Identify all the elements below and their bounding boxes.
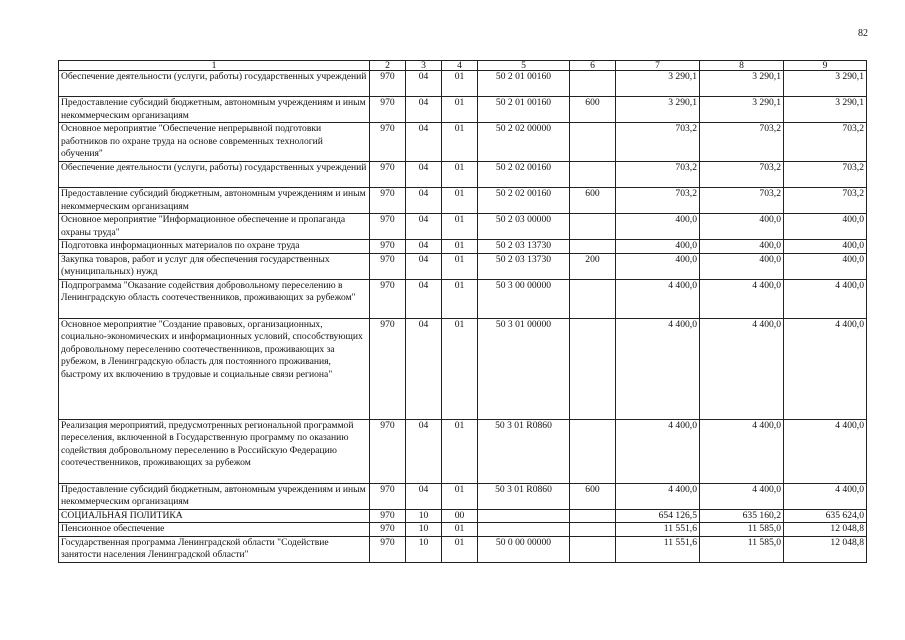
row-expense-type <box>570 523 616 537</box>
row-name: СОЦИАЛЬНАЯ ПОЛИТИКА <box>59 509 370 523</box>
row-section-code: 10 <box>406 536 442 562</box>
table-row <box>59 536 867 562</box>
row-amount-col9: 400,0 <box>784 240 867 254</box>
row-target-article <box>478 523 570 537</box>
row-expense-type <box>570 318 616 419</box>
row-section-code: 10 <box>406 509 442 523</box>
row-amount-col7: 703,2 <box>616 123 700 162</box>
header-cell: 6 <box>570 61 616 71</box>
row-amount-col8: 3 290,1 <box>700 97 784 123</box>
row-target-article: 50 2 01 00160 <box>478 71 570 97</box>
row-subsection-code: 01 <box>442 253 478 279</box>
row-amount-col9: 703,2 <box>784 123 867 162</box>
row-expense-type <box>570 509 616 523</box>
row-section-code: 04 <box>406 419 442 483</box>
table-row <box>59 483 867 509</box>
row-target-article: 50 2 02 00160 <box>478 188 570 214</box>
row-grbs-code: 970 <box>370 97 406 123</box>
row-target-article: 50 3 01 00000 <box>478 318 570 419</box>
row-name: Закупка товаров, работ и услуг для обеспечения государственных (муниципальных) нужд <box>59 253 370 279</box>
row-subsection-code: 01 <box>442 318 478 419</box>
row-amount-col8: 4 400,0 <box>700 483 784 509</box>
table-row <box>59 253 867 279</box>
row-section-code: 04 <box>406 318 442 419</box>
row-subsection-code: 00 <box>442 509 478 523</box>
header-cell: 2 <box>370 61 406 71</box>
row-target-article: 50 3 01 R0860 <box>478 483 570 509</box>
row-target-article: 50 2 03 00000 <box>478 214 570 240</box>
table-row <box>59 123 867 162</box>
row-grbs-code: 970 <box>370 253 406 279</box>
row-expense-type <box>570 240 616 254</box>
row-name: Государственная программа Ленинградской области "Содействие занятости населения Ленинградской области" <box>59 536 370 562</box>
row-subsection-code: 01 <box>442 279 478 318</box>
header-cell: 4 <box>442 61 478 71</box>
row-section-code: 04 <box>406 240 442 254</box>
table-row <box>59 188 867 214</box>
row-target-article: 50 3 01 R0860 <box>478 419 570 483</box>
row-expense-type <box>570 536 616 562</box>
row-target-article: 50 3 00 00000 <box>478 279 570 318</box>
row-name: Основное мероприятие "Создание правовых, организационных, социально-экономических и информационных условий, способствующих добровольному переселению соотечественников, проживающих за рубежом, в Ленинградскую область для постоянного проживания, быстрому их включению в трудовые и социальные связи региона" <box>59 318 370 419</box>
row-name: Обеспечение деятельности (услуги, работы) государственных учреждений <box>59 71 370 97</box>
row-amount-col9: 400,0 <box>784 253 867 279</box>
row-subsection-code: 01 <box>442 162 478 188</box>
row-amount-col8: 3 290,1 <box>700 71 784 97</box>
row-amount-col7: 703,2 <box>616 188 700 214</box>
row-section-code: 04 <box>406 123 442 162</box>
table-row <box>59 162 867 188</box>
table-row <box>59 240 867 254</box>
row-amount-col9: 400,0 <box>784 214 867 240</box>
row-section-code: 04 <box>406 188 442 214</box>
row-amount-col7: 400,0 <box>616 214 700 240</box>
row-amount-col8: 4 400,0 <box>700 419 784 483</box>
table-body <box>59 71 867 563</box>
row-expense-type: 600 <box>570 97 616 123</box>
table-row <box>59 279 867 318</box>
row-target-article: 50 2 03 13730 <box>478 253 570 279</box>
row-expense-type <box>570 71 616 97</box>
row-grbs-code: 970 <box>370 523 406 537</box>
row-name: Предоставление субсидий бюджетным, автономным учреждениям и иным некоммерческим организациям <box>59 483 370 509</box>
row-amount-col9: 3 290,1 <box>784 71 867 97</box>
row-section-code: 04 <box>406 279 442 318</box>
row-amount-col8: 4 400,0 <box>700 279 784 318</box>
row-grbs-code: 970 <box>370 214 406 240</box>
row-amount-col9: 4 400,0 <box>784 483 867 509</box>
row-section-code: 04 <box>406 71 442 97</box>
row-amount-col7: 11 551,6 <box>616 523 700 537</box>
row-subsection-code: 01 <box>442 97 478 123</box>
row-name: Основное мероприятие "Обеспечение непрерывной подготовки работников по охране труда на основе современных технологий обучения" <box>59 123 370 162</box>
row-amount-col9: 4 400,0 <box>784 279 867 318</box>
row-section-code: 10 <box>406 523 442 537</box>
row-subsection-code: 01 <box>442 214 478 240</box>
row-grbs-code: 970 <box>370 123 406 162</box>
row-expense-type: 600 <box>570 188 616 214</box>
row-amount-col8: 703,2 <box>700 188 784 214</box>
header-cell: 5 <box>478 61 570 71</box>
row-expense-type <box>570 123 616 162</box>
row-grbs-code: 970 <box>370 279 406 318</box>
row-amount-col8: 703,2 <box>700 162 784 188</box>
row-subsection-code: 01 <box>442 483 478 509</box>
row-name: Подготовка информационных материалов по охране труда <box>59 240 370 254</box>
row-amount-col9: 703,2 <box>784 188 867 214</box>
row-grbs-code: 970 <box>370 240 406 254</box>
row-name: Пенсионное обеспечение <box>59 523 370 537</box>
row-expense-type <box>570 214 616 240</box>
row-section-code: 04 <box>406 253 442 279</box>
header-row <box>59 61 867 71</box>
table-row <box>59 97 867 123</box>
row-target-article: 50 2 03 13730 <box>478 240 570 254</box>
row-target-article <box>478 509 570 523</box>
table-row <box>59 523 867 537</box>
row-grbs-code: 970 <box>370 188 406 214</box>
row-amount-col7: 4 400,0 <box>616 318 700 419</box>
header-cell: 8 <box>700 61 784 71</box>
row-subsection-code: 01 <box>442 71 478 97</box>
row-amount-col7: 654 126,5 <box>616 509 700 523</box>
page-number: 82 <box>858 28 868 39</box>
row-name: Предоставление субсидий бюджетным, автономным учреждениям и иным некоммерческим организациям <box>59 188 370 214</box>
row-subsection-code: 01 <box>442 188 478 214</box>
row-name: Основное мероприятие "Информационное обеспечение и пропаганда охраны труда" <box>59 214 370 240</box>
row-subsection-code: 01 <box>442 523 478 537</box>
row-amount-col8: 703,2 <box>700 123 784 162</box>
table-row <box>59 71 867 97</box>
table-row <box>59 419 867 483</box>
row-grbs-code: 970 <box>370 509 406 523</box>
row-grbs-code: 970 <box>370 71 406 97</box>
row-section-code: 04 <box>406 97 442 123</box>
row-name: Реализация мероприятий, предусмотренных региональной программой переселения, включенной в Государственную программу по оказанию содействия добровольному переселению в Российскую Федерацию соотечественников, проживающих за рубежом <box>59 419 370 483</box>
row-amount-col9: 3 290,1 <box>784 97 867 123</box>
row-grbs-code: 970 <box>370 536 406 562</box>
row-amount-col9: 703,2 <box>784 162 867 188</box>
row-amount-col9: 635 624,0 <box>784 509 867 523</box>
row-expense-type: 200 <box>570 253 616 279</box>
row-subsection-code: 01 <box>442 419 478 483</box>
table-row <box>59 318 867 419</box>
row-grbs-code: 970 <box>370 419 406 483</box>
row-amount-col8: 4 400,0 <box>700 318 784 419</box>
row-amount-col7: 400,0 <box>616 253 700 279</box>
row-amount-col9: 12 048,8 <box>784 523 867 537</box>
row-target-article: 50 2 02 00160 <box>478 162 570 188</box>
row-subsection-code: 01 <box>442 240 478 254</box>
row-amount-col9: 12 048,8 <box>784 536 867 562</box>
row-name: Подпрограмма "Оказание содействия добровольному переселению в Ленинградскую область соотечественников, проживающих за рубежом" <box>59 279 370 318</box>
row-grbs-code: 970 <box>370 318 406 419</box>
row-amount-col7: 4 400,0 <box>616 483 700 509</box>
row-grbs-code: 970 <box>370 162 406 188</box>
row-name: Предоставление субсидий бюджетным, автономным учреждениям и иным некоммерческим организациям <box>59 97 370 123</box>
row-amount-col7: 4 400,0 <box>616 419 700 483</box>
row-section-code: 04 <box>406 162 442 188</box>
row-amount-col7: 3 290,1 <box>616 71 700 97</box>
row-amount-col8: 400,0 <box>700 214 784 240</box>
row-section-code: 04 <box>406 214 442 240</box>
row-expense-type: 600 <box>570 483 616 509</box>
row-amount-col7: 4 400,0 <box>616 279 700 318</box>
header-cell: 1 <box>59 61 370 71</box>
row-amount-col8: 635 160,2 <box>700 509 784 523</box>
row-amount-col7: 400,0 <box>616 240 700 254</box>
table-row <box>59 509 867 523</box>
row-target-article: 50 2 02 00000 <box>478 123 570 162</box>
row-expense-type <box>570 419 616 483</box>
row-amount-col8: 11 585,0 <box>700 523 784 537</box>
budget-table <box>58 60 867 563</box>
header-cell: 9 <box>784 61 867 71</box>
row-amount-col7: 11 551,6 <box>616 536 700 562</box>
row-expense-type <box>570 279 616 318</box>
header-cell: 7 <box>616 61 700 71</box>
row-amount-col7: 703,2 <box>616 162 700 188</box>
row-subsection-code: 01 <box>442 536 478 562</box>
row-target-article: 50 2 01 00160 <box>478 97 570 123</box>
row-amount-col8: 400,0 <box>700 240 784 254</box>
header-cell: 3 <box>406 61 442 71</box>
row-target-article: 50 0 00 00000 <box>478 536 570 562</box>
row-section-code: 04 <box>406 483 442 509</box>
row-name: Обеспечение деятельности (услуги, работы) государственных учреждений <box>59 162 370 188</box>
row-subsection-code: 01 <box>442 123 478 162</box>
row-expense-type <box>570 162 616 188</box>
row-amount-col9: 4 400,0 <box>784 419 867 483</box>
row-amount-col8: 400,0 <box>700 253 784 279</box>
table-row <box>59 214 867 240</box>
row-grbs-code: 970 <box>370 483 406 509</box>
row-amount-col8: 11 585,0 <box>700 536 784 562</box>
row-amount-col7: 3 290,1 <box>616 97 700 123</box>
row-amount-col9: 4 400,0 <box>784 318 867 419</box>
